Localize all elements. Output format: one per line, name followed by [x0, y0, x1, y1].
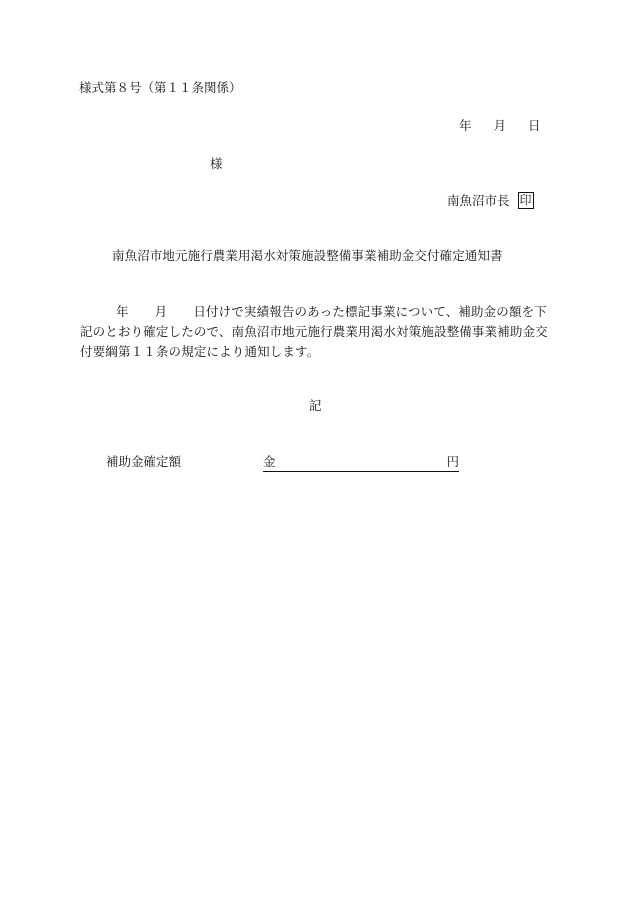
document-title: 南魚沼市地元施行農業用渇水対策施設整備事業補助金交付確定通知書 — [112, 248, 503, 263]
date-month-label: 月 — [493, 118, 507, 133]
amount-prefix: 金 — [263, 454, 276, 469]
body-paragraph — [80, 302, 552, 362]
issuer-block — [447, 192, 534, 209]
addressee-suffix: 様 — [210, 156, 223, 171]
issuer-name: 南魚沼市長 — [447, 192, 510, 208]
date-day-label: 日 — [528, 118, 541, 133]
amount-field — [263, 454, 459, 472]
amount-suffix: 円 — [446, 454, 459, 469]
body-year-label: 年 — [116, 304, 129, 319]
seal-mark: 印 — [519, 193, 532, 207]
date-year-label: 年 — [459, 118, 472, 133]
ki-heading: 記 — [309, 398, 322, 413]
date-line — [459, 118, 541, 134]
form-number: 様式第８号（第１１条関係） — [79, 80, 242, 95]
amount-row — [106, 454, 459, 472]
body-month-label: 月 — [154, 304, 168, 319]
body-text: 日付けで実績報告のあった標記事業について、補助金の額を下記のとおり確定したので、南魚沼市地元施行農業用渇水対策施設整備事業補助金交付要綱第１１条の規定により通知します。 — [80, 304, 548, 359]
amount-label: 補助金確定額 — [106, 454, 182, 469]
